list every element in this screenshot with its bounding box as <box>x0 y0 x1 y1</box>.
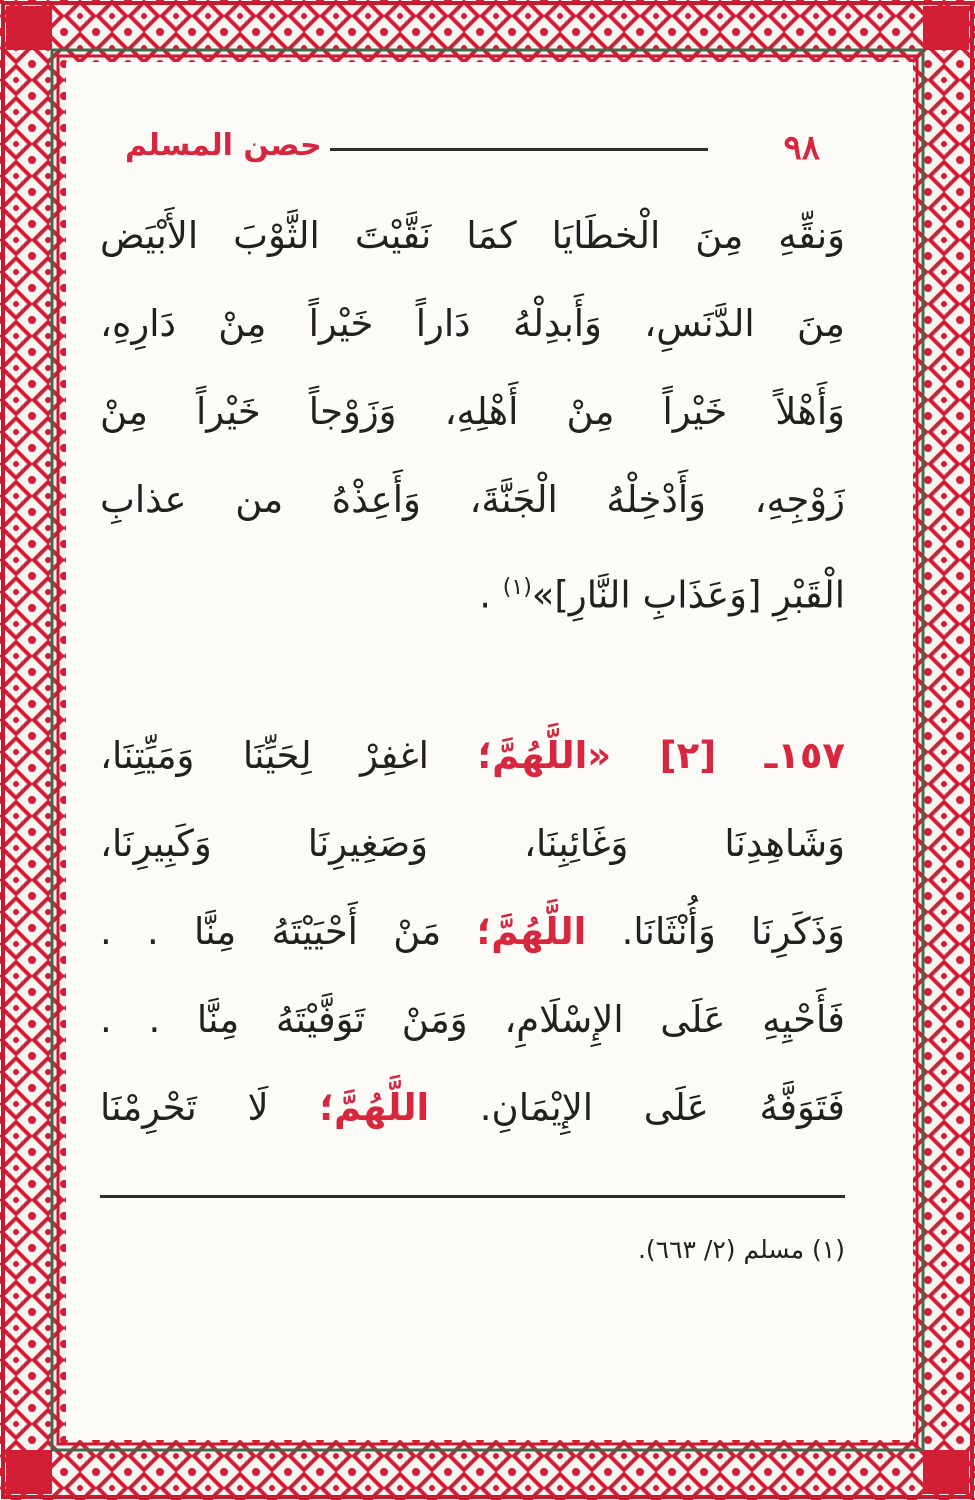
end-punctuation: . <box>479 573 491 617</box>
allahumma-highlight: اللَّهُمَّ؛ <box>476 910 587 953</box>
text-fragment: الْقَبْرِ [وَعَذَابِ النَّارِ]» <box>531 573 845 617</box>
text-line-final <box>100 544 845 632</box>
text-line <box>100 1064 845 1152</box>
text-fragment: فَتَوَفَّهُ عَلَى الإِيْمَانِ. <box>479 1086 845 1129</box>
text-line: وَأَهْلاً خَيْراً مِنْ أَهْلِهِ، وَزَوْجاً خَيْراً مِنْ <box>100 390 845 433</box>
text-line: زَوْجِهِ، وَأَدْخِلْهُ الْجَنَّةَ، وَأَعِذْهُ من عذابِ <box>100 478 845 521</box>
text-fragment: وَذَكَرِنَا وَأُنْثَانَا. <box>621 910 845 953</box>
page-header <box>95 128 880 172</box>
dua-157 <box>100 712 845 1152</box>
text-fragment: اغفِرْ لِحَيِّنَا وَمَيِّتِنَا، <box>100 734 429 777</box>
text-line: مِنَ الدَّنَسِ، وَأَبدِلْهُ دَاراً خَيْراً مِنْ دَارِهِ، <box>100 302 845 345</box>
page-number: ٩٨ <box>783 128 820 168</box>
header-rule <box>330 148 708 151</box>
text-fragment: لَا تَحْرِمْنَا <box>100 1086 269 1129</box>
text-line: وَنقِّهِ مِنَ الْخطَايَا كمَا نَقَّيْتَ الثَّوْبَ الأَبْيَض <box>100 214 845 257</box>
hadith-number: ١٥٧ـ <box>764 734 845 777</box>
book-title: حصن المسلم <box>125 128 322 163</box>
allahumma-highlight: اللَّهُمَّ؛ <box>319 1086 430 1129</box>
footnote: (١) مسلم (٢/ ٦٦٣). <box>637 1235 845 1264</box>
footnote-marker: (١) <box>502 575 532 600</box>
paragraph-continuation <box>100 192 845 632</box>
allahumma-highlight: «اللَّهُمَّ؛ <box>477 734 612 777</box>
text-line <box>100 888 845 976</box>
text-line <box>100 712 845 800</box>
hadith-ref: [٢] <box>659 734 717 777</box>
text-fragment: مَنْ أَحْيَيْتَهُ مِنَّا . . <box>100 910 442 953</box>
text-line: فَأَحْيِهِ عَلَى الإِسْلَامِ، وَمَنْ تَوَفَّيْتَهُ مِنَّا . . <box>100 998 845 1041</box>
text-line: وَشَاهِدِنَا وَغَائِبِنَا، وَصَغِيرِنَا وَكَبِيرِنَا، <box>100 822 845 865</box>
footnote-rule <box>100 1195 845 1198</box>
